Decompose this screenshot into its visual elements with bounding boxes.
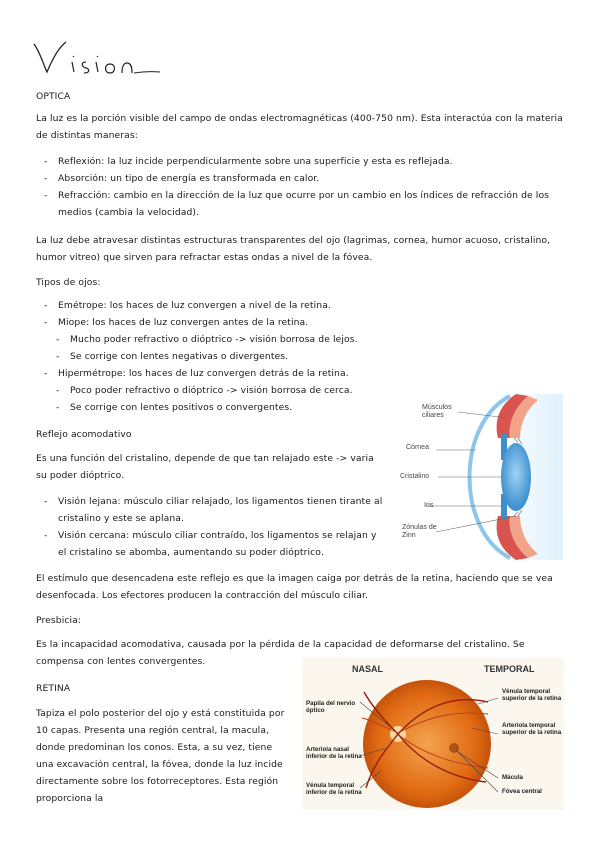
label-zonulas: Zónulas de Zinn xyxy=(402,524,437,539)
list-subitem: - Mucho poder refractivo o dióptrico -> visión borrosa de lejos. xyxy=(44,331,424,348)
label-musculos-ciliares: Músculos ciliares xyxy=(422,404,452,419)
retina-heading: RETINA xyxy=(36,683,71,694)
optica-intro: La luz es la porción visible del campo de ondas electromagnéticas (400-750 nm). Esta interactúa con la materia de distintas maneras: xyxy=(36,113,563,141)
list-item: - Absorción: un tipo de energía es transformada en calor. xyxy=(44,170,564,187)
list-subitem: - Poco poder refractivo o dióptrico -> visión borrosa de cerca. xyxy=(44,382,424,399)
page-title xyxy=(30,32,170,82)
optica-structures: La luz debe atravesar distintas estructuras transparentes del ojo (lagrimas, cornea, humor acuoso, cristalino, humor vitreo) que sirven para refractar estas ondas a nivel de la fóvea. xyxy=(36,235,551,263)
reflejo-stimulus: El estímulo que desencadena este reflejo es que la imagen caiga por detrás de la retina, haciendo que se vea desenfocada. Los efectores producen la contracción del músculo ciliar. xyxy=(36,573,553,601)
list-subitem: - Se corrige con lentes negativas o divergentes. xyxy=(44,348,424,365)
label-arteriola-temporal: Arteriola temporal superior de la retina xyxy=(502,722,562,736)
eye-types-heading: Tipos de ojos: xyxy=(36,277,101,288)
list-item: - Hipermétrope: los haces de luz convergen detrás de la retina. xyxy=(44,365,424,382)
retina-diagram xyxy=(302,658,564,810)
reflejo-list xyxy=(44,493,384,561)
presbicia-text: Es la incapacidad acomodativa, causada por la pérdida de la capacidad de deformarse del cristalino. Se compensa con lentes convergentes. xyxy=(36,639,525,667)
label-arteriola-nasal: Arteriola nasal inferior de la retina xyxy=(306,746,362,760)
label-temporal: TEMPORAL xyxy=(484,664,535,674)
title-handwriting xyxy=(30,32,170,82)
list-item: - Reflexión: la luz incide perpendicularmente sobre una superficie y esta es reflejada. xyxy=(44,153,564,170)
list-item: - Miope: los haces de luz convergen antes de la retina. xyxy=(44,314,424,331)
label-macula: Mácula xyxy=(502,774,523,781)
reflejo-heading: Reflejo acomodativo xyxy=(36,429,132,440)
optica-heading: OPTICA xyxy=(36,91,71,102)
interactions-list xyxy=(44,153,564,221)
label-nasal: NASAL xyxy=(352,664,383,674)
list-subitem: - Se corrige con lentes positivos o convergentes. xyxy=(44,399,424,416)
label-papila: Papila del nervio óptico xyxy=(306,700,356,714)
label-iris: Iris xyxy=(424,502,434,509)
eye-types-list xyxy=(44,297,424,416)
list-item: - Refracción: cambio en la dirección de la luz que ocurre por un cambio en los índices de refracción de los medios (cambia la velocidad). xyxy=(44,187,564,221)
eye-diagram xyxy=(398,394,563,560)
retina-text: Tapiza el polo posterior del ojo y está constituida por 10 capas. Presenta una región central, la macula, donde predominan los conos. Esta, a su vez, tiene una excavación central, la fóvea, donde la luz incide directamente sobre los fotorreceptores. Esta región proporciona la xyxy=(36,708,285,804)
label-cornea: Córnea xyxy=(406,444,429,451)
list-item: - Emétrope: los haces de luz convergen a nivel de la retina. xyxy=(44,297,424,314)
list-item: - Visión cercana: músculo ciliar contraído, los ligamentos se relajan y el cristalino se abomba, aumentando su poder dióptrico. xyxy=(44,527,384,561)
list-item: - Visión lejana: músculo ciliar relajado, los ligamentos tienen tirante al cristalino y este se aplana. xyxy=(44,493,384,527)
label-vena-inferior: Vénula temporal inferior de la retina xyxy=(306,782,362,796)
label-cristalino: Cristalino xyxy=(400,473,430,480)
label-vena-superior: Vénula temporal superior de la retina xyxy=(502,688,562,702)
reflejo-text: Es una función del cristalino, depende de que tan relajado este -> varia su poder dióptrico. xyxy=(36,453,374,481)
presbicia-heading: Presbicia: xyxy=(36,615,82,626)
label-fovea: Fóvea central xyxy=(502,788,542,795)
